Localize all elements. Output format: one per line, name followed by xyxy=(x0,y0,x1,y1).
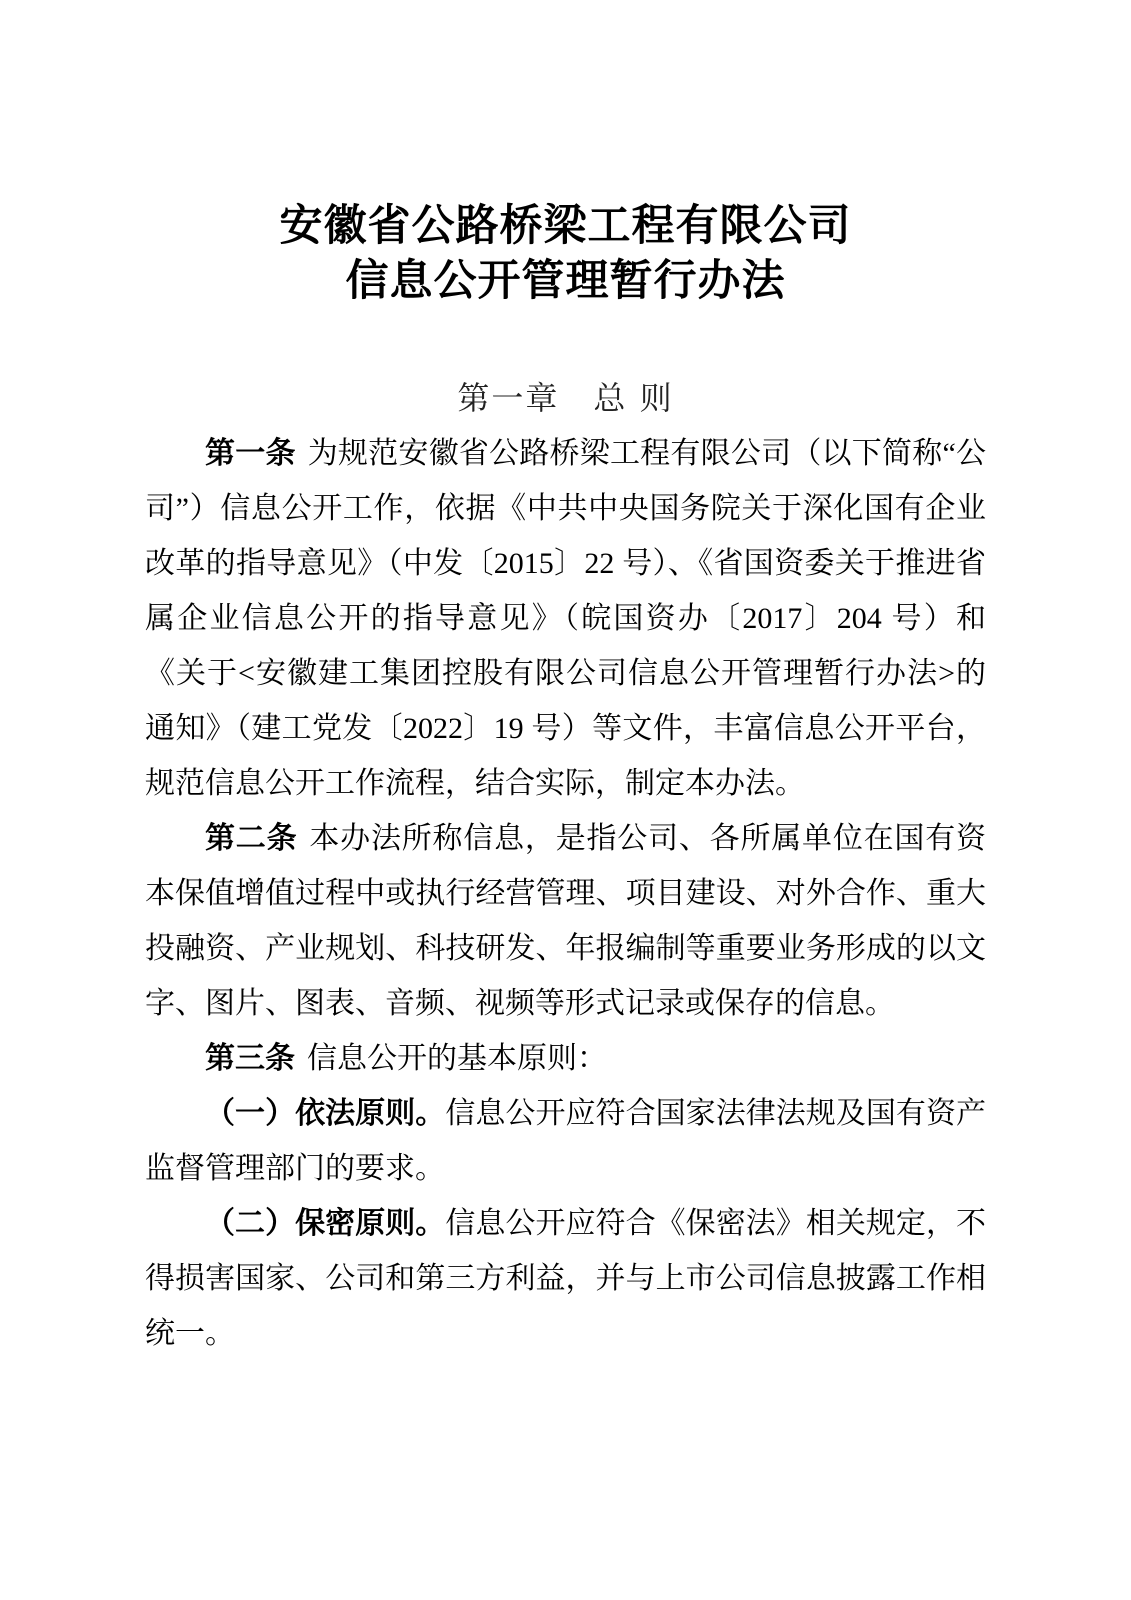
article-2-number: 第二条 xyxy=(205,822,298,855)
article-2-text: 本办法所称信息，是指公司、各所属单位在国有资本保值增值过程中或执行经营管理、项目建设、对外合作、重大投融资、产业规划、科技研发、年报编制等重要业务形成的以文字、图片、图表、音频、视频等形式记录或保存的信息。 xyxy=(145,822,986,1020)
paragraph-article-3 xyxy=(145,1031,986,1086)
paragraph-article-1 xyxy=(145,426,986,811)
article-3-text: 信息公开的基本原则： xyxy=(307,1042,607,1075)
document-title-line-1: 安徽省公路桥梁工程有限公司 xyxy=(279,203,852,250)
principle-2-text: 信息公开应符合《保密法》相关规定，不得损害国家、公司和第三方利益，并与上市公司信息披露工作相统一。 xyxy=(145,1207,987,1350)
paragraph-article-2 xyxy=(145,811,986,1031)
principle-2-label: （二）保密原则。 xyxy=(205,1207,446,1240)
chapter-heading: 第一章 总 则 xyxy=(457,379,674,417)
principle-1-text: 信息公开应符合国家法律法规及国有资产监督管理部门的要求。 xyxy=(145,1097,987,1185)
document-content xyxy=(145,199,986,1361)
document-title xyxy=(145,199,986,309)
article-1-text: 为规范安徽省公路桥梁工程有限公司（以下简称“公司”）信息公开工作，依据《中共中央国务院关于深化国有企业改革的指导意见》（中发〔2015〕22 号）、《省国资委关于推进省属企业信息公开的指导意见》（皖国资办〔2017〕204 号）和《关于<安徽建工集团控股有限公司信息公开管理暂行办法>的通知》（建工党发〔2022〕19 号）等文件，丰富信息公开平台，规范信息公开工作流程，结合实际，制定本办法。 xyxy=(145,437,986,800)
principle-1-label: （一）依法原则。 xyxy=(205,1097,446,1130)
article-1-number: 第一条 xyxy=(205,437,296,470)
paragraph-principle-1 xyxy=(145,1086,986,1196)
paragraph-principle-2 xyxy=(145,1196,986,1361)
article-3-number: 第三条 xyxy=(205,1042,295,1075)
document-title-line-2: 信息公开管理暂行办法 xyxy=(345,258,786,305)
